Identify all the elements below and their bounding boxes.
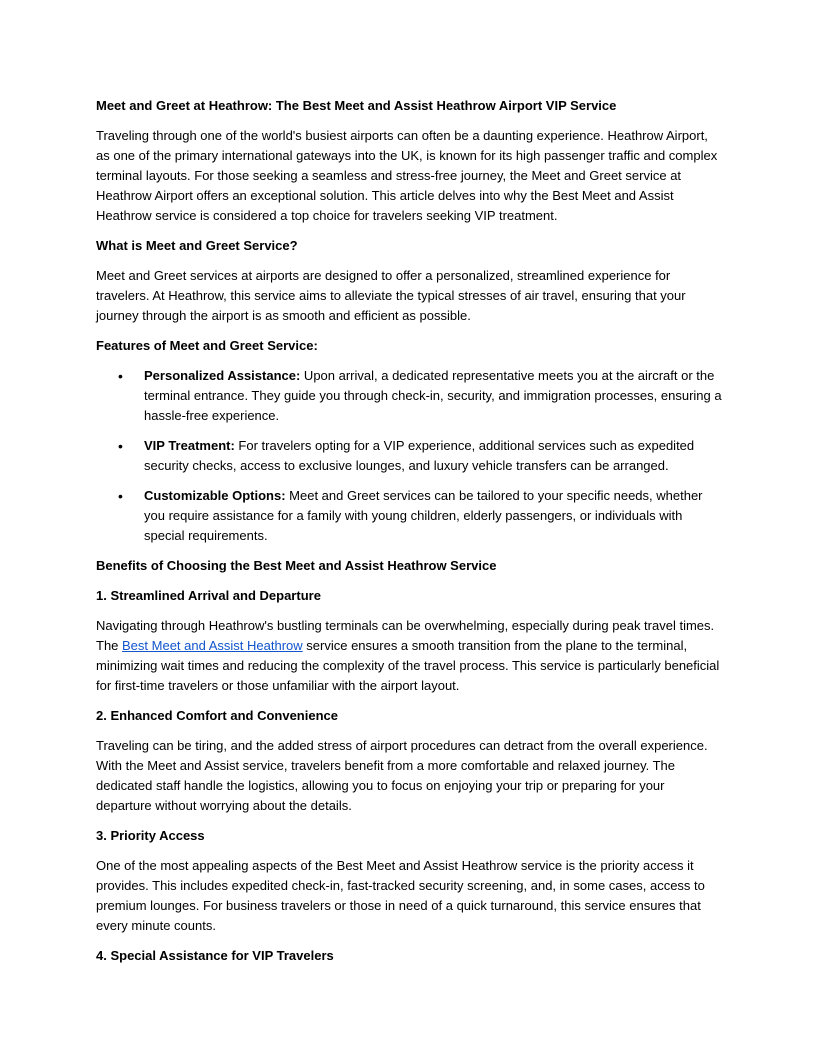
intro-paragraph: Traveling through one of the world's busiest airports can often be a daunting experience. Heathrow Airport, as one of the primary international gateways into the UK, is known for its high passenger traffic and complex terminal layouts. For those seeking a seamless and stress-free journey, the Meet and Greet service at Heathrow Airport offers an exceptional solution. This article delves into why the Best Meet and Assist Heathrow service is considered a top choice for travelers seeking VIP treatment. <box>96 128 718 223</box>
section-2-heading: 2. Enhanced Comfort and Convenience <box>96 708 338 723</box>
section-1-text-after: service ensures a smooth transition from the plane to the terminal, minimizing wait times and reducing the complexity of the travel process. This service is particularly beneficial for first-time travelers or those unfamiliar with the airport layout. <box>96 638 720 693</box>
document-title: Meet and Greet at Heathrow: The Best Meet and Assist Heathrow Airport VIP Service <box>96 98 617 113</box>
features-list <box>96 366 722 546</box>
feature-item <box>144 486 722 546</box>
feature-item <box>144 366 722 426</box>
section-2-paragraph: Traveling can be tiring, and the added stress of airport procedures can detract from the overall experience. With the Meet and Assist service, travelers benefit from a more comfortable and relaxed journey. The dedicated staff handle the logistics, allowing you to focus on enjoying your trip or preparing for your departure without worrying about the details. <box>96 738 708 813</box>
section-1-paragraph <box>96 616 722 696</box>
best-meet-assist-link[interactable]: Best Meet and Assist Heathrow <box>122 638 303 653</box>
section-4-heading: 4. Special Assistance for VIP Travelers <box>96 948 334 963</box>
section-1-text-before: Navigating through Heathrow's bustling terminals can be overwhelming, especially during peak travel times. The <box>96 618 715 653</box>
feature-text: Upon arrival, a dedicated representative meets you at the aircraft or the terminal entrance. They guide you through check-in, security, and immigration processes, ensuring a hassle-free experience. <box>144 368 722 423</box>
feature-item <box>144 436 722 476</box>
feature-text: Meet and Greet services can be tailored to your specific needs, whether you require assistance for a family with young children, elderly passengers, or individuals with special requirements. <box>144 488 703 543</box>
what-is-paragraph: Meet and Greet services at airports are designed to offer a personalized, streamlined experience for travelers. At Heathrow, this service aims to alleviate the typical stresses of air travel, ensuring that your journey through the airport is as smooth and efficient as possible. <box>96 268 686 323</box>
section-3-heading: 3. Priority Access <box>96 828 205 843</box>
feature-label: Customizable Options: <box>144 488 286 503</box>
features-heading: Features of Meet and Greet Service: <box>96 338 318 353</box>
feature-text: For travelers opting for a VIP experience, additional services such as expedited security checks, access to exclusive lounges, and luxury vehicle transfers can be arranged. <box>144 438 695 473</box>
feature-label: Personalized Assistance: <box>144 368 301 383</box>
feature-label: VIP Treatment: <box>144 438 235 453</box>
section-1-heading: 1. Streamlined Arrival and Departure <box>96 588 321 603</box>
section-3-paragraph: One of the most appealing aspects of the Best Meet and Assist Heathrow service is the priority access it provides. This includes expedited check-in, fast-tracked security screening, and, in some cases, access to premium lounges. For business travelers or those in need of a quick turnaround, this service ensures that every minute counts. <box>96 858 705 933</box>
benefits-heading: Benefits of Choosing the Best Meet and Assist Heathrow Service <box>96 558 497 573</box>
what-is-heading: What is Meet and Greet Service? <box>96 238 298 253</box>
